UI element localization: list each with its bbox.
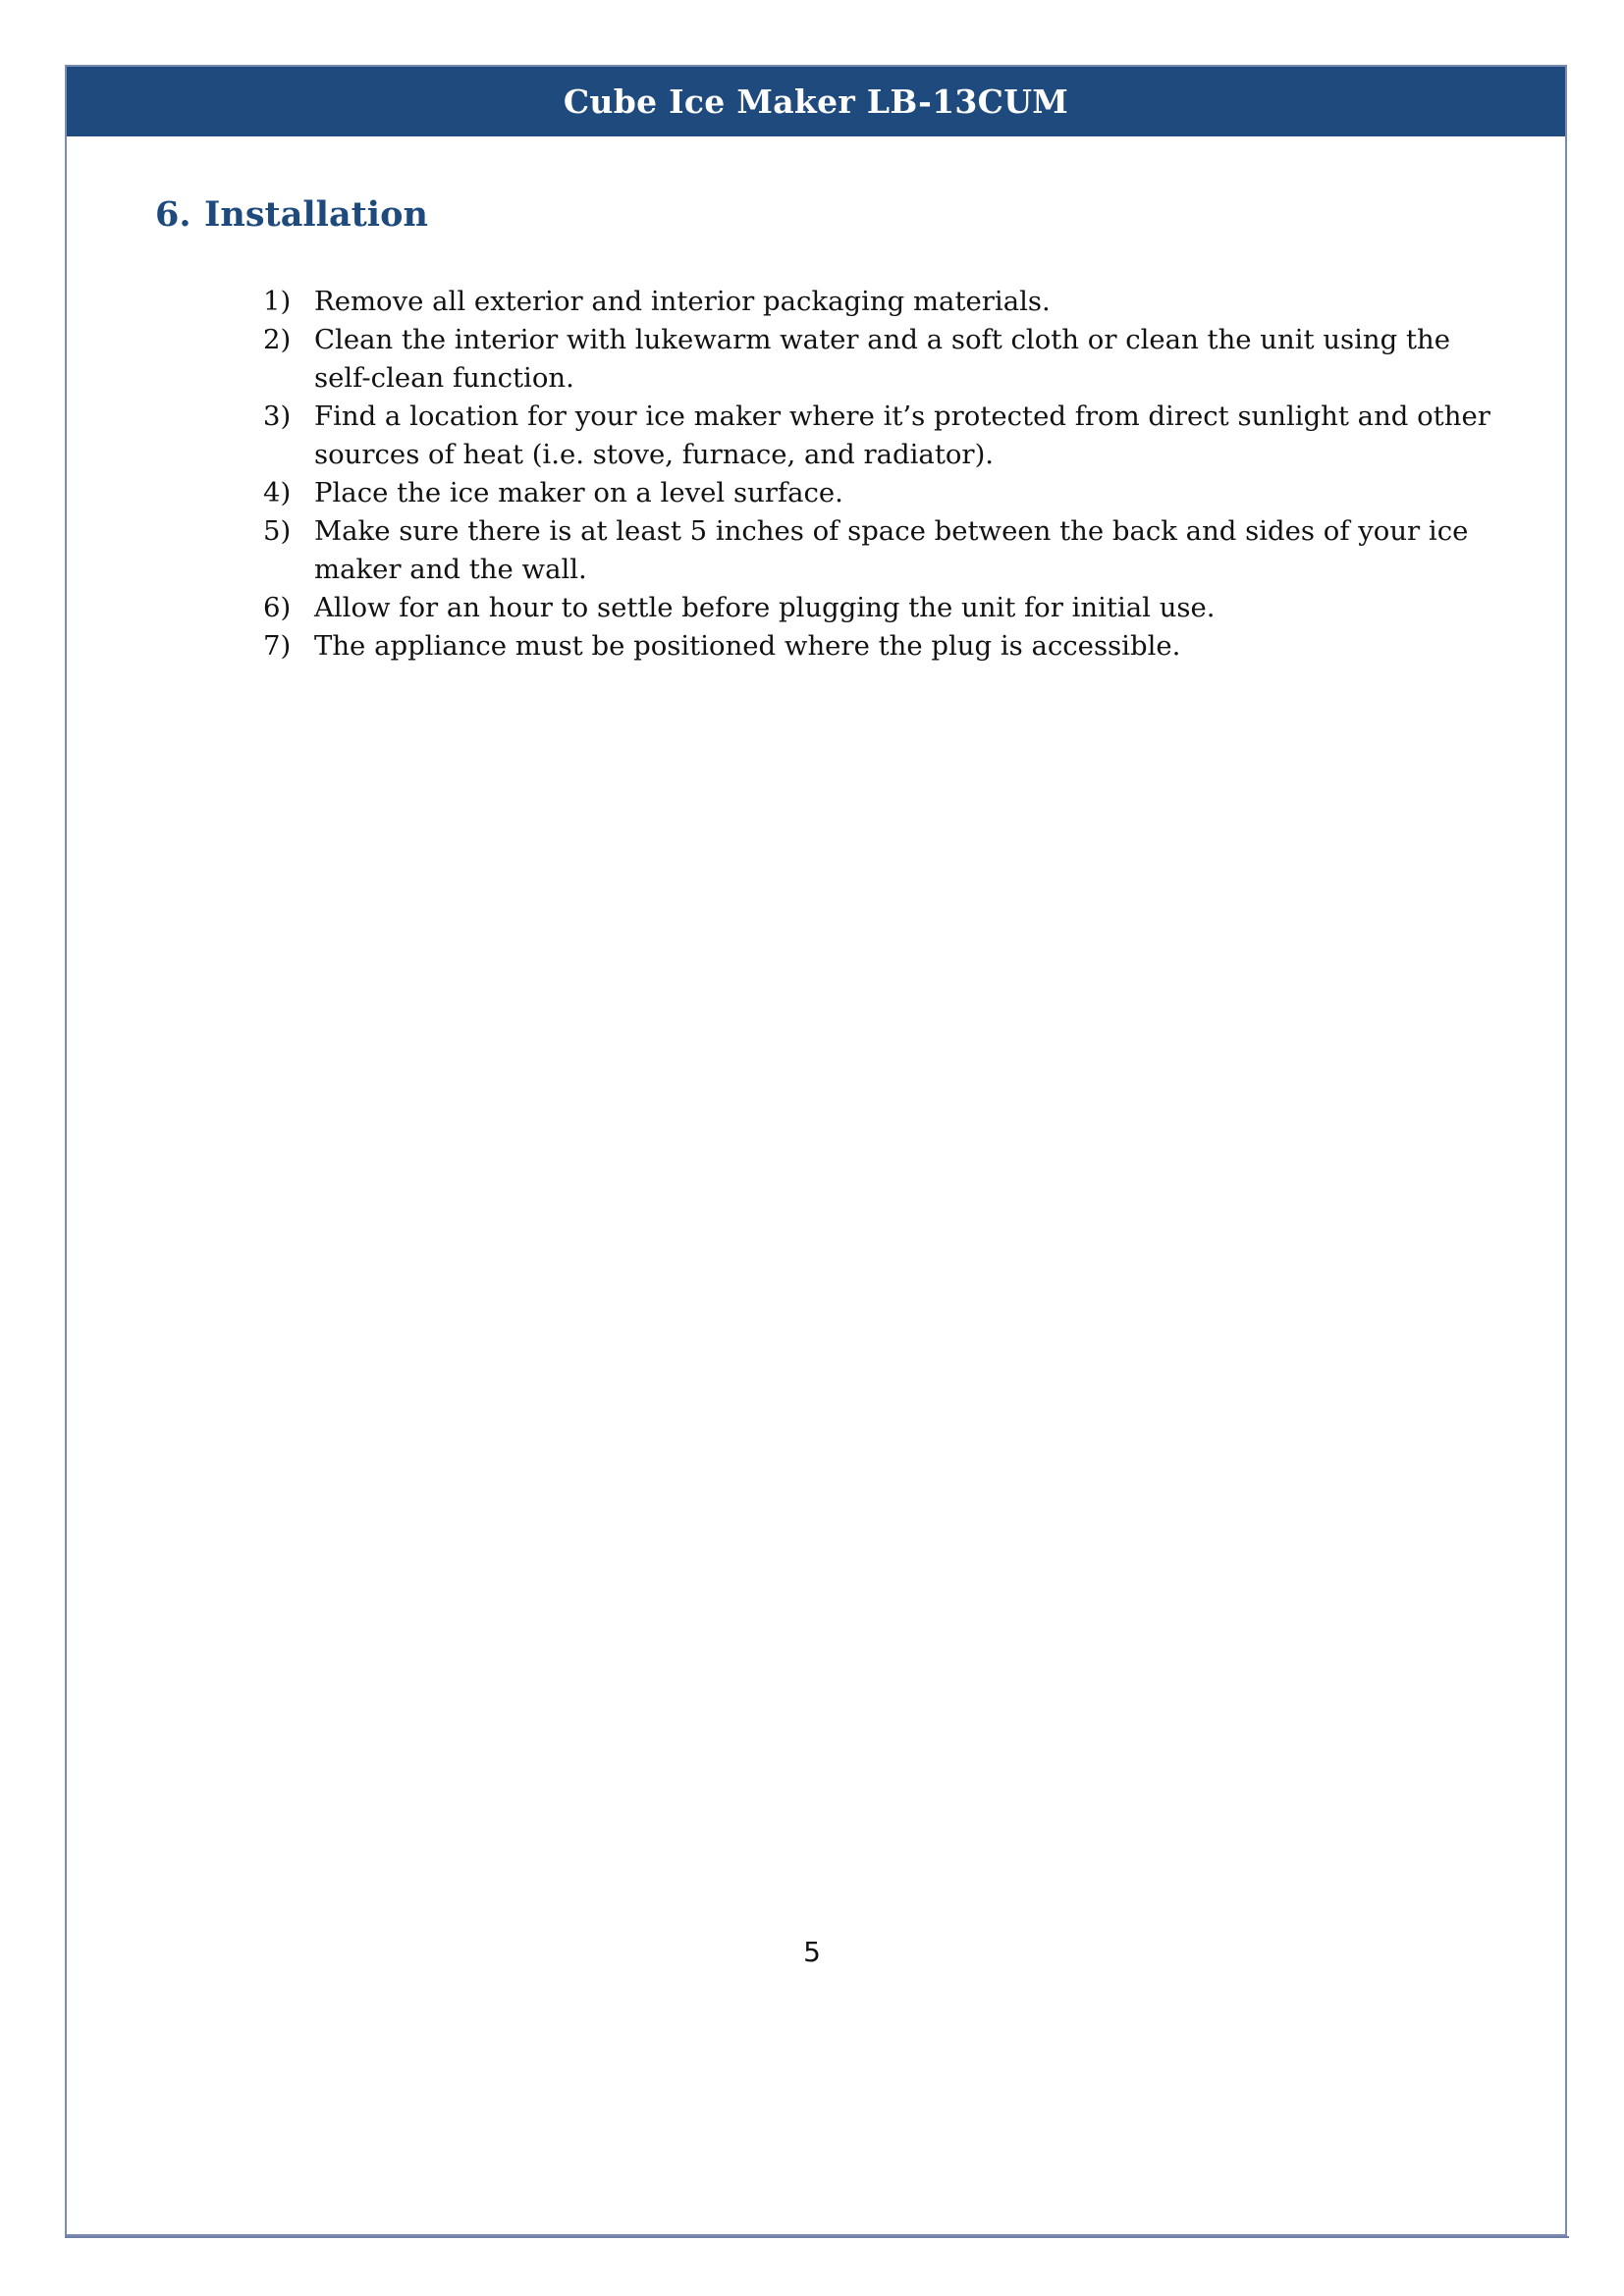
step-number: 5) bbox=[263, 515, 292, 547]
step-text: Place the ice maker on a level surface. bbox=[314, 477, 843, 508]
list-item bbox=[198, 512, 1494, 589]
step-number: 2) bbox=[263, 324, 292, 355]
step-text: Clean the interior with lukewarm water and a soft cloth or clean the unit using the self-clean function. bbox=[314, 324, 1451, 394]
document-title: Cube Ice Maker LB-13CUM bbox=[563, 82, 1069, 121]
list-item bbox=[198, 627, 1494, 666]
list-item bbox=[198, 283, 1494, 321]
list-item bbox=[198, 474, 1494, 512]
section-title: Installation bbox=[204, 194, 428, 235]
step-number: 1) bbox=[263, 286, 292, 317]
step-text: Make sure there is at least 5 inches of space between the back and sides of your ice maker and the wall. bbox=[314, 515, 1469, 585]
page-number: 5 bbox=[803, 1936, 821, 1968]
page-frame bbox=[65, 65, 1567, 2236]
step-number: 6) bbox=[263, 592, 292, 623]
step-number: 4) bbox=[263, 477, 292, 508]
installation-steps-list bbox=[198, 283, 1494, 666]
section-number: 6. bbox=[155, 194, 191, 235]
step-text: Allow for an hour to settle before plugging the unit for initial use. bbox=[314, 592, 1216, 623]
list-item bbox=[198, 589, 1494, 627]
step-text: Remove all exterior and interior packaging materials. bbox=[314, 286, 1051, 317]
step-number: 3) bbox=[263, 400, 292, 432]
list-item bbox=[198, 398, 1494, 474]
step-number: 7) bbox=[263, 630, 292, 662]
step-text: Find a location for your ice maker where it’s protected from direct sunlight and other sources of heat (i.e. stove, furnace, and radiator). bbox=[314, 400, 1490, 470]
section-heading bbox=[155, 194, 428, 235]
header-bar bbox=[67, 67, 1565, 136]
step-text: The appliance must be positioned where the plug is accessible. bbox=[314, 630, 1181, 662]
list-item bbox=[198, 321, 1494, 398]
